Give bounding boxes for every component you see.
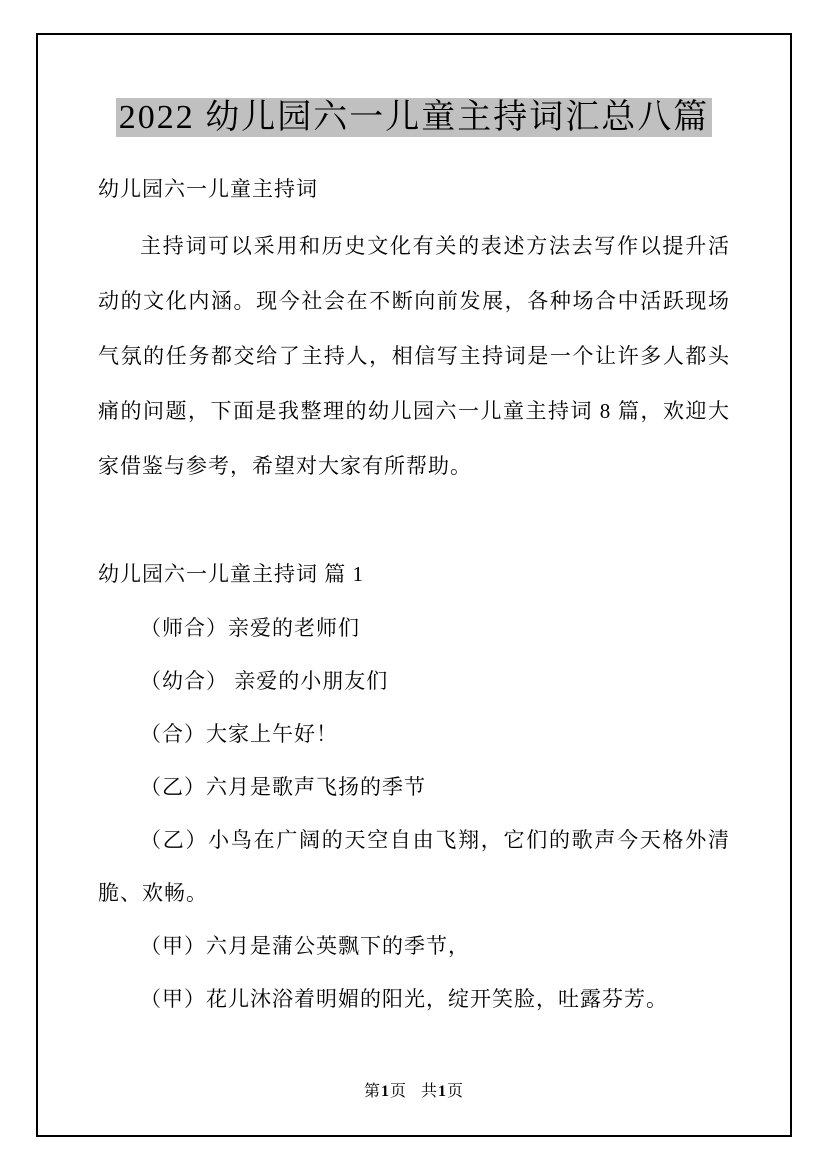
page-footer [38,1078,790,1101]
footer-total-prefix: 共 [421,1083,439,1100]
footer-page-number: 1 [380,1083,390,1100]
document-subtitle: 幼儿园六一儿童主持词 [98,177,318,201]
page-border-frame [36,33,792,1137]
script-line: （甲）六月是蒲公英飘下的季节， [140,934,470,958]
script-line: （幼合） 亲爱的小朋友们 [140,669,389,693]
script-line: （乙）小鸟在广阔的天空自由飞翔，它们的歌声今天格外清脆、欢畅。 [98,828,730,905]
document-title [98,95,730,141]
script-line: （甲）花儿沐浴着明媚的阳光，绽开笑脸，吐露芬芳。 [140,987,668,1011]
script-lines-block [98,602,730,1026]
script-line: （师合）亲爱的老师们 [140,616,360,640]
section-heading-part1: 幼儿园六一儿童主持词 篇 1 [98,562,364,586]
footer-page-suffix: 页 [389,1083,407,1100]
footer-total-suffix: 页 [447,1083,465,1100]
title-highlighted-text: 2022 幼儿园六一儿童主持词汇总八篇 [116,98,713,137]
intro-paragraph: 主持词可以采用和历史文化有关的表述方法去写作以提升活动的文化内涵。现今社会在不断向前发展，各种场合中活跃现场气氛的任务都交给了主持人，相信写主持词是一个让许多人都头痛的问题，下面是我整理的幼儿园六一儿童主持词 8 篇，欢迎大家借鉴与参考，希望对大家有所帮助。 [98,234,730,478]
script-line: （乙）六月是歌声飞扬的季节 [140,775,426,799]
footer-page-prefix: 第 [363,1083,381,1100]
footer-total-number: 1 [438,1083,448,1100]
script-line: （合）大家上午好！ [140,722,338,746]
